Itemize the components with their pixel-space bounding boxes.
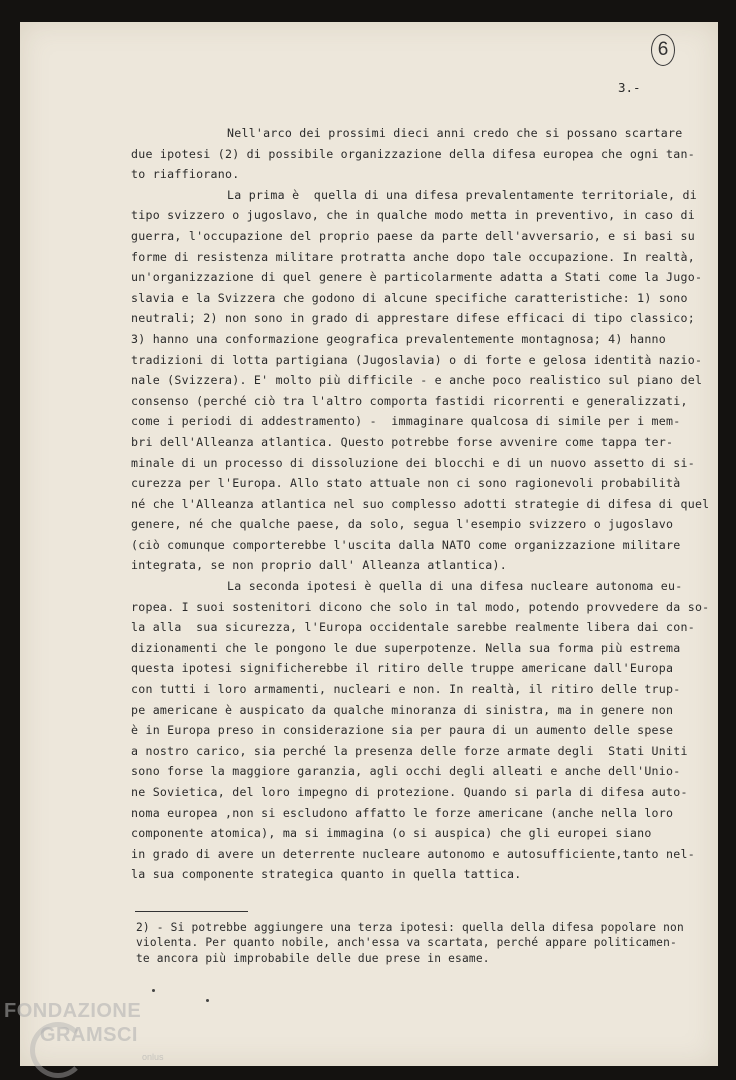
body-line: in grado di avere un deterrente nucleare autonomo e autosufficiente,tanto nel- [131, 846, 695, 861]
footnote-line: te ancora più improbabile delle due prese in esame. [136, 951, 490, 965]
footnote-line: 2) - Si potrebbe aggiungere una terza ipotesi: quella della difesa popolare non [136, 921, 684, 934]
watermark-line1: FONDAZIONE [4, 1000, 142, 1022]
body-line: né che l'Alleanza atlantica nel suo complesso adotti strategie di difesa di quel [131, 496, 710, 511]
watermark [4, 1000, 141, 1048]
footnote-line: violenta. Per quanto nobile, anch'essa va scartata, perché appare politicamen- [136, 936, 677, 950]
body-line: due ipotesi (2) di possibile organizzazione della difesa europea che ogni tan- [131, 146, 695, 161]
body-line: con tutti i loro armamenti, nucleari e non. In realtà, il ritiro delle trup- [131, 682, 681, 697]
body-line: pe americane è auspicato da qualche minoranza di sinistra, ma in genere non [131, 702, 674, 717]
body-line: genere, né che qualche paese, da solo, segua l'esempio svizzero o jugoslavo [131, 517, 674, 532]
body-line: bri dell'Alleanza atlantica. Questo potrebbe forse avvenire come tappa ter- [131, 434, 674, 449]
footnote [136, 920, 684, 966]
body-line: dizionamenti che le pongono le due superpotenze. Nella sua forma più estrema [131, 640, 681, 655]
body-line: integrata, se non proprio dall' Alleanza atlantica). [131, 558, 507, 573]
body-line: tipo svizzero o jugoslavo, che in qualche modo metta in preventivo, in caso di [131, 208, 695, 223]
body-line: consenso (perché ciò tra l'altro comporta fastidi ricorrenti e generalizzati, [131, 393, 688, 408]
body-line: ropea. I suoi sostenitori dicono che solo in tal modo, potendo provvedere da so- [131, 599, 710, 614]
body-line: la sua componente strategica quanto in quella tattica. [131, 867, 522, 882]
footnote-divider [135, 911, 248, 912]
watermark-line3: onlus [142, 1052, 164, 1062]
body-line: curezza per l'Europa. Allo stato attuale non ci sono ragionevoli probabilità [131, 476, 681, 491]
body-line: Nell'arco dei prossimi dieci anni credo che si possano scartare [227, 126, 683, 140]
circled-page-number: 6 [651, 34, 675, 66]
body-line: tradizioni di lotta partigiana (Jugoslavia) o di forte e gelosa identità nazio- [131, 352, 703, 367]
body-line: to riaffiorano. [131, 167, 240, 182]
body-line: è in Europa preso in considerazione sia per paura di un aumento delle spese [131, 723, 674, 738]
body-line: sono forse la maggiore garanzia, agli occhi degli alleati e anche dell'Unio- [131, 764, 681, 779]
body-line: (ciò comunque comporterebbe l'uscita dalla NATO come organizzazione militare [131, 537, 681, 552]
body-line: La seconda ipotesi è quella di una difesa nucleare autonoma eu- [227, 579, 683, 594]
body-line: La prima è quella di una difesa prevalentamente territoriale, di [227, 187, 697, 202]
body-line: neutrali; 2) non sono in grado di apprestare difese efficaci di tipo classico; [131, 311, 695, 326]
body-line: componente atomica), ma si immagina (o si auspica) che gli europei siano [131, 826, 652, 841]
ink-speck [206, 999, 209, 1002]
body-line: ne Sovietica, del loro impegno di protezione. Quando si parla di difesa auto- [131, 785, 688, 799]
body-text [131, 123, 710, 885]
body-line: a nostro carico, sia perché la presenza delle forze armate degli Stati Uniti [131, 743, 688, 758]
body-line: minale di un processo di dissoluzione dei blocchi e di un nuovo assetto di si- [131, 455, 695, 470]
page-number: 3.- [618, 80, 641, 95]
body-line: un'organizzazione di quel genere è particolarmente adatta a Stati come la Jugo- [131, 270, 703, 285]
body-line: questa ipotesi significherebbe il ritiro delle truppe americane dall'Europa [131, 661, 674, 676]
watermark-line2: GRAMSCI [40, 1024, 138, 1046]
body-line: forme di resistenza militare protratta anche dopo tale occupazione. In realtà, [131, 249, 695, 264]
body-line: guerra, l'occupazione del proprio paese da parte dell'avversario, e si basi su [131, 228, 695, 243]
body-line: 3) hanno una conformazione geografica prevalentemente montagnosa; 4) hanno [131, 331, 667, 346]
body-line: nale (Svizzera). E' molto più difficile - e anche poco realistico sul piano del [131, 373, 703, 388]
body-line: la alla sua sicurezza, l'Europa occidentale sarebbe realmente libera dai con- [131, 620, 695, 635]
body-line: come i periodi di addestramento) - immaginare qualcosa di simile per i mem- [131, 414, 681, 429]
body-line: slavia e la Svizzera che godono di alcune specifiche caratteristiche: 1) sono [131, 290, 688, 305]
body-line: noma europea ,non si escludono affatto le forze americane (anche nella loro [131, 805, 674, 820]
ink-speck [152, 989, 155, 992]
